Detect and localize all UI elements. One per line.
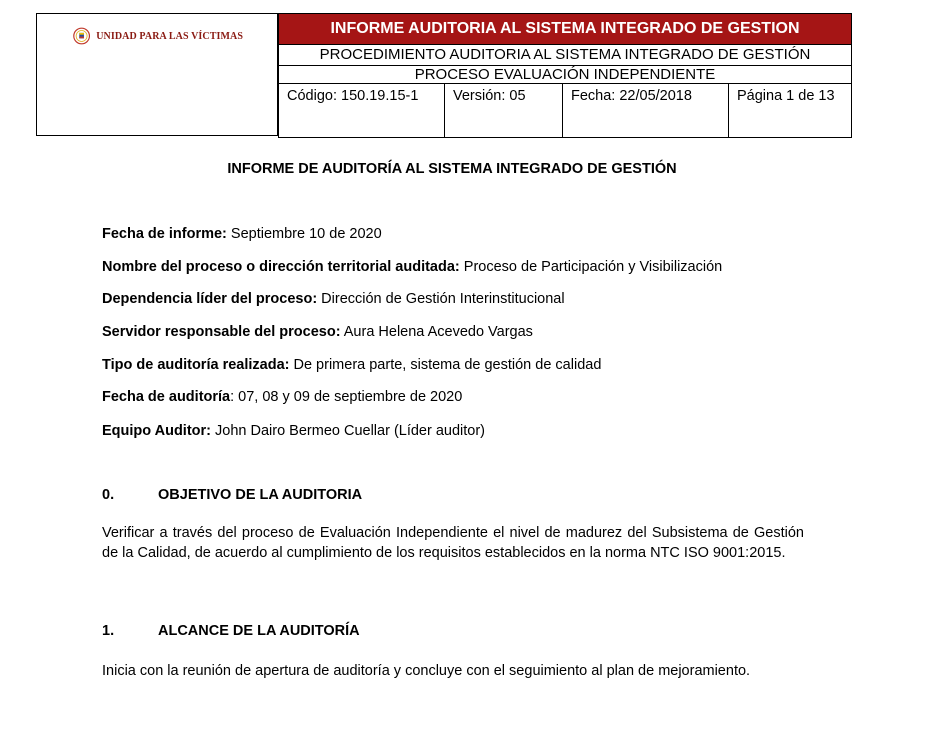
logo-cell	[36, 13, 278, 136]
field-label: Nombre del proceso o dirección territorial auditada:	[102, 259, 460, 275]
field-value: Aura Helena Acevedo Vargas	[340, 324, 533, 340]
code-cell: Código: 150.19.15-1	[279, 84, 445, 137]
section-title: ALCANCE DE LA AUDITORÍA	[158, 623, 360, 639]
process-row: PROCESO EVALUACIÓN INDEPENDIENTE	[278, 66, 852, 84]
field-label: Tipo de auditoría realizada:	[102, 357, 290, 373]
section-heading-objective	[102, 487, 362, 503]
field-label: Dependencia líder del proceso:	[102, 291, 318, 307]
document-header	[36, 13, 852, 138]
field-value: Septiembre 10 de 2020	[226, 226, 382, 242]
section-text-scope: Inicia con la reunión de apertura de auditoría y concluye con el seguimiento al plan de mejoramiento.	[102, 663, 751, 679]
field-label: Fecha de auditoría	[102, 389, 231, 405]
field-report-date	[102, 226, 822, 242]
procedure-row: PROCEDIMIENTO AUDITORIA AL SISTEMA INTEGRADO DE GESTIÓN	[278, 45, 852, 66]
document-title: INFORME DE AUDITORÍA AL SISTEMA INTEGRADO DE GESTIÓN	[227, 161, 677, 177]
section-text-objective: Verificar a través del proceso de Evaluación Independiente el nivel de madurez del Subsistema de Gestión de la Calidad, de acuerdo al cumplimiento de los requisitos establecidos en la norma NTC ISO 9001:2015.	[102, 525, 804, 561]
field-audit-type	[102, 357, 822, 373]
field-process-name	[102, 259, 822, 275]
section-heading-scope	[102, 623, 360, 639]
field-audit-date	[102, 389, 822, 405]
report-title-bar: INFORME AUDITORIA AL SISTEMA INTEGRADO DE GESTION	[278, 13, 852, 45]
field-lead-dependency	[102, 291, 822, 307]
header-meta-row	[278, 84, 852, 138]
field-audit-team	[102, 423, 822, 439]
field-value: John Dairo Bermeo Cuellar (Líder auditor)	[211, 423, 486, 439]
section-title: OBJETIVO DE LA AUDITORIA	[158, 487, 363, 503]
field-value: De primera parte, sistema de gestión de calidad	[289, 357, 602, 373]
field-responsible	[102, 324, 822, 340]
field-value: Proceso de Participación y Visibilización	[459, 259, 723, 275]
colombia-seal-icon	[73, 25, 90, 47]
section-number: 0.	[102, 487, 115, 503]
logo-text: UNIDAD PARA LAS VÍCTIMAS	[96, 30, 243, 42]
field-label: Servidor responsable del proceso:	[102, 324, 341, 340]
version-cell: Versión: 05	[445, 84, 563, 137]
field-label: Equipo Auditor:	[102, 423, 211, 439]
field-label: Fecha de informe:	[102, 226, 227, 242]
section-number: 1.	[102, 623, 115, 639]
date-cell: Fecha: 22/05/2018	[563, 84, 729, 137]
field-value: Dirección de Gestión Interinstitucional	[317, 291, 565, 307]
field-value: : 07, 08 y 09 de septiembre de 2020	[230, 389, 463, 405]
page-cell: Página 1 de 13	[737, 88, 835, 104]
unidad-victimas-logo	[73, 24, 243, 48]
